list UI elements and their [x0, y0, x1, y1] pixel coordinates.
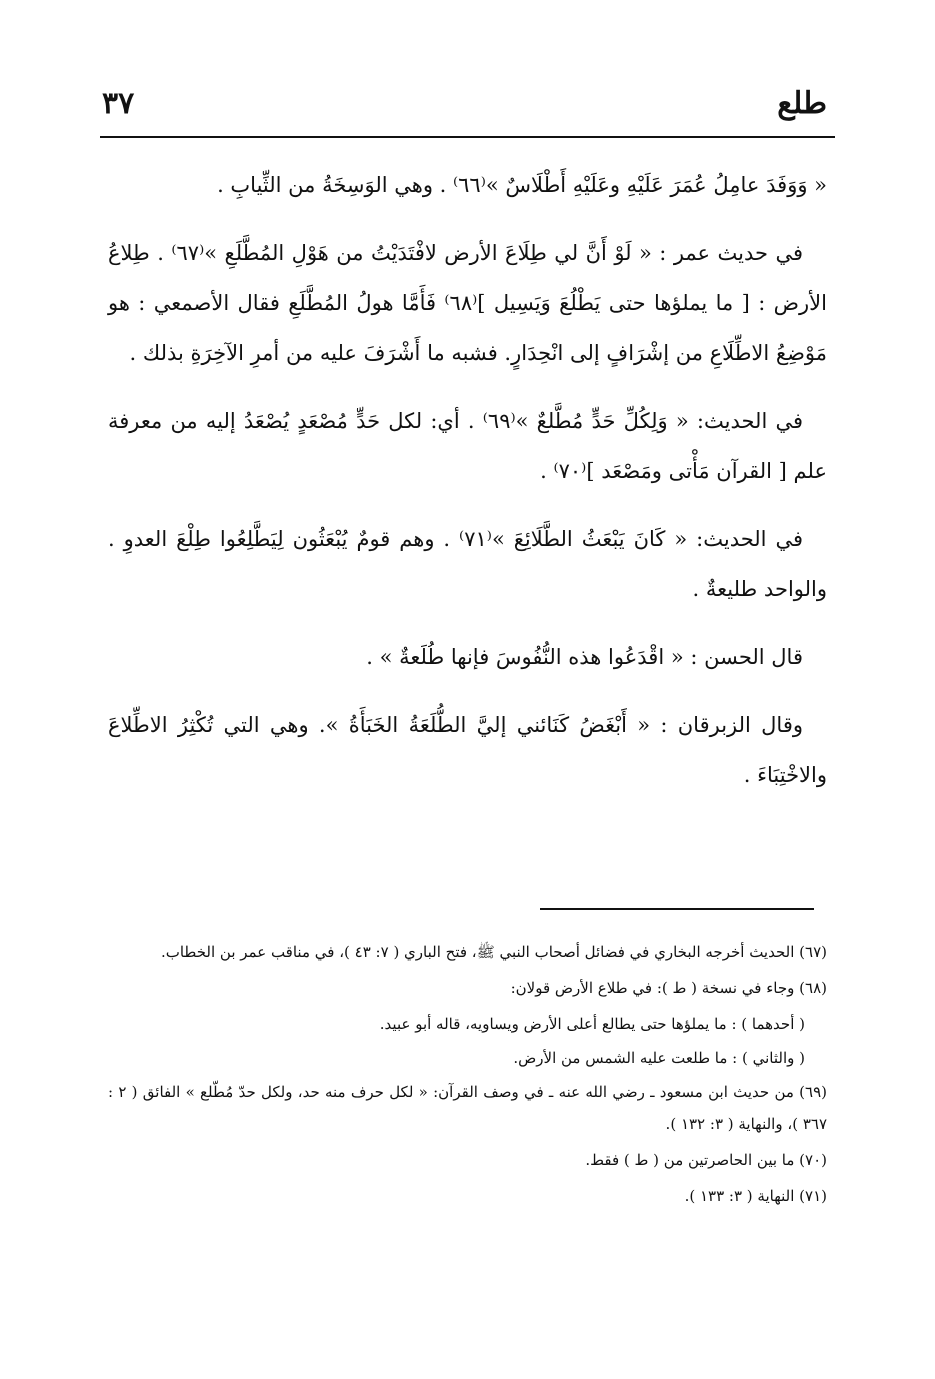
paragraph-talai: في الحديث: « كَانَ يَبْعَثُ الطَّلَائِعَ »⁽٧١⁾ . وهم قومٌ يُبْعَثُون لِيَطَّلِعُوا طِلْعَ العدوِ . والواحد طليعةٌ .	[108, 527, 827, 601]
footnote-68-second-view: ( والثاني ) : ما طلعت عليه الشمس من الأرض.	[513, 1049, 805, 1067]
footnote-68-first-view: ( أحدهما ) : ما يملؤها حتى يطالع أعلى الأرض ويساويه، قاله أبو عبيد.	[379, 1015, 805, 1033]
paragraph-muttala: في الحديث: « وَلِكُلِّ حَدٍّ مُطَّلعٌ »⁽٦٩⁾ . أي: لكل حَدٍّ مُصْعَدٍ يُصْعَدُ إليه من معرفة علم [ القرآن مَأْتى ومَصْعَد ]⁽٧٠⁾ .	[108, 409, 827, 483]
page-header	[100, 78, 835, 138]
entry-headword: طلع	[777, 86, 827, 121]
footnote-68: (٦٨) وجاء في نسخة ( ط ): في طلاع الأرض قولان:	[510, 979, 827, 997]
footnote-71: (٧١) النهاية ( ٣: ١٣٣ ).	[684, 1187, 827, 1205]
paragraph-hasan: قال الحسن : « اقْدَعُوا هذه النُّفُوسَ فإنها طُلَعةٌ » .	[366, 645, 803, 669]
footnote-67: (٦٧) الحديث أخرجه البخاري في فضائل أصحاب النبي ﷺ، فتح الباري ( ٧: ٤٣ )، في مناقب عمر بن الخطاب.	[160, 943, 827, 961]
header-divider	[100, 136, 835, 138]
footnote-70: (٧٠) ما بين الحاصرتين من ( ط ) فقط.	[585, 1151, 827, 1169]
footnotes	[108, 936, 827, 1216]
paragraph-umar-hadith: في حديث عمر : « لَوْ أَنَّ لي طِلَاعَ الأرض لافْتَدَيْتُ من هَوْلِ المُطَّلَعِ »⁽٦٧⁾ . طِلاعُ الأرض : [ ما يملؤها حتى يَطْلُعَ وَيَسِيل ]⁽٦٨⁾ فَأَمَّا هولُ المُطَّلَعِ فقال الأصمعي : هو مَوْضِعُ الاطِّلَاعِ من إشْرَافٍ إلى انْحِدَارٍ. فشبه ما أَشْرَفَ عليه من أمرِ الآخِرَةِ بذلك .	[108, 241, 827, 365]
main-text	[108, 160, 827, 818]
footnote-69: (٦٩) من حديث ابن مسعود ـ رضي الله عنه ـ في وصف القرآن: « لكل حرف منه حد، ولكل حدّ مُطّلع » الفائق ( ٢ : ٣٦٧ )، والنهاية ( ٣: ١٣٢ ).	[108, 1083, 827, 1133]
page-number: ٣٧	[102, 86, 135, 121]
paragraph-zibriqan: وقال الزبرقان : « أَبْغَضُ كَنَائني إليَّ الطُّلَعَةُ الخَبَأَةُ ». وهي التي تُكْثِرُ الاطِّلاعَ والاخْتِبَاءَ .	[108, 713, 827, 787]
paragraph-atlas: « وَوَفَدَ عامِلُ عُمَرَ عَلَيْهِ وعَلَيْهِ أَطْلَاسٌ »⁽٦٦⁾ . وهي الوَسِخَةُ من الثِّيابِ .	[217, 173, 827, 197]
footnotes-divider	[540, 908, 814, 910]
